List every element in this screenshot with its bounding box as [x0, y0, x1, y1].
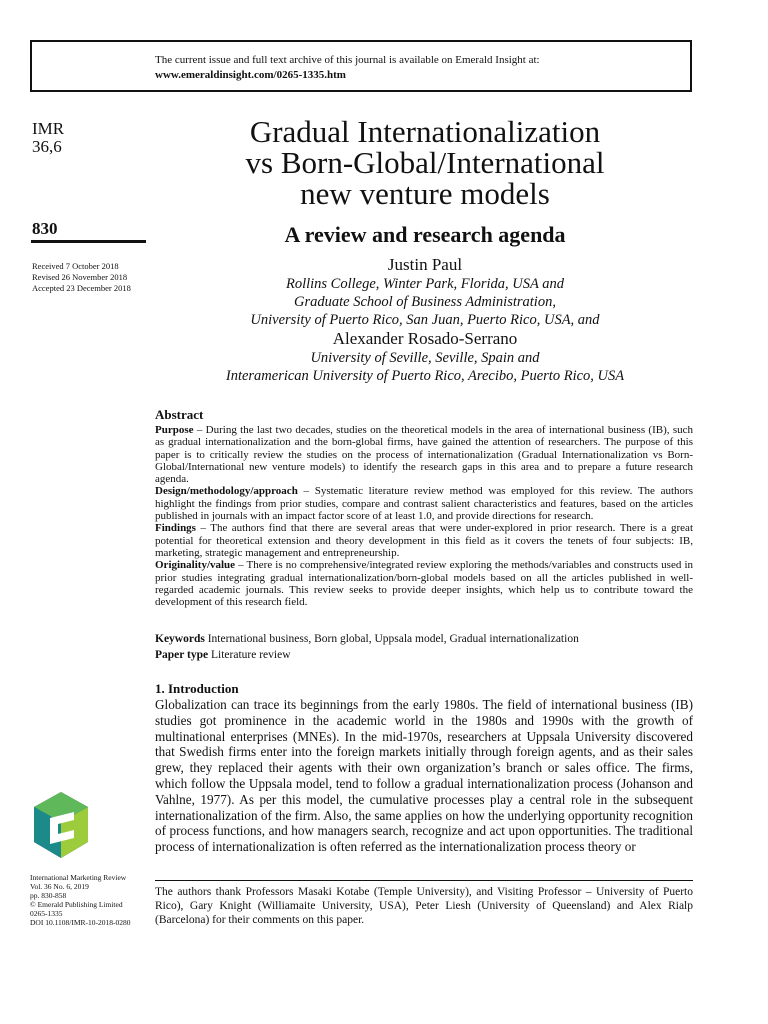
- section-label: Findings: [155, 522, 196, 535]
- abstract-originality: [155, 559, 693, 608]
- affiliation-line: University of Puerto Rico, San Juan, Puerto Rico, USA, and: [250, 312, 600, 328]
- author-name: Alexander Rosado-Serrano: [332, 329, 518, 348]
- section-label: Purpose: [155, 424, 194, 436]
- section-label: Originality/value: [155, 559, 236, 572]
- title-line: vs Born-Global/International: [245, 145, 605, 180]
- section-text: – The authors find that there are several areas that were under-explored in prior research. There is a great potential for theoretical extension and theory development in this field as it covers the tenets of four subjects: IB, marketing, strategic management and entrepreneurship.: [155, 522, 693, 559]
- intro-body: Globalization can trace its beginnings from the early 1980s. The field of international business (IB) studies got prominence in the academic world in the 1980s and 1990s with the growth of multinational enterprises (MNEs). In the mid-1970s, researchers at Uppsala University discovered that Swedish firms enter into the foreign markets initially through foreign agents, and as their sales grew, they replaced their agents with their own organization’s branch or sales office. The firms, which follow the Uppsala model, tend to follow a gradual internationalization process (Johanson and Vahlne, 1977). As per this model, the cumulative processes play a central role in the subsequent internationalization of the firm. Also, the same applies on how the underlying opportunity recognition of process functions, and how managers search, recognize and act upon opportunities. The traditional process of internationalization is often referred as the internationalization process theory or: [155, 697, 693, 855]
- margin-rule: [31, 240, 146, 243]
- banner-text: The current issue and full text archive of this journal is available on Emerald Insight at:: [155, 54, 540, 66]
- revised-date: Revised 26 November 2018: [32, 272, 128, 282]
- journal-url-link[interactable]: www.emeraldinsight.com/0265-1335.htm: [155, 69, 346, 81]
- title-line: Gradual Internationalization: [249, 114, 601, 149]
- keywords: [155, 633, 693, 645]
- journal-volume: 36,6: [32, 137, 62, 156]
- section-text: – There is no comprehensive/integrated review exploring the methods/variables and constructs used in prior studies integrating gradual internationalization/born-global models based on all the articles published in well-regarded academic journals. This review seeks to provide deeper insights, which help us to contribute toward the development of this research field.: [155, 559, 693, 609]
- section-text: – During the last two decades, studies on the theoretical models in the area of international business (IB), such as gradual internationalization and the born-global firms, have gained the attention of researchers. The purpose of this paper is to critically review the studies on the process of internationalization (Gradual Internationalization vs Born-Global/International new venture models) to identify the research gaps in this area and to prepare a future research agenda.: [155, 424, 693, 486]
- paper-type-text: Literature review: [208, 649, 291, 661]
- journal-abbrev: IMR: [32, 119, 65, 138]
- pub-volume: Vol. 36 No. 6, 2019: [30, 882, 89, 891]
- author-affiliation: [155, 349, 695, 385]
- affiliation-line: University of Seville, Seville, Spain and: [310, 350, 540, 366]
- pub-journal: International Marketing Review: [30, 873, 127, 882]
- paper-type-label: Paper type: [155, 649, 209, 661]
- section-text: – Systematic literature review method was employed for this review. The authors highlight the findings from prior studies, compare and contrast salient characteristics and features, based on the articles published in journals with an impact factor score of at least 1.0, and provide directions for research.: [155, 485, 693, 523]
- accepted-date: Accepted 23 December 2018: [32, 283, 131, 293]
- pub-pages: pp. 830-858: [30, 891, 67, 900]
- paper-title: [155, 116, 695, 209]
- page-number: 830: [32, 219, 58, 238]
- journal-access-banner: [30, 40, 692, 92]
- section-label: Design/methodology/approach: [155, 485, 298, 498]
- abstract-heading: Abstract: [155, 407, 204, 422]
- paper-type: [155, 649, 693, 661]
- journal-reference: [32, 120, 64, 156]
- pub-doi: DOI 10.1108/IMR-10-2018-0280: [30, 918, 131, 927]
- abstract-findings: [155, 522, 693, 559]
- footnote: The authors thank Professors Masaki Kotabe (Temple University), and Visiting Professor – University of Puerto Rico), Gary Knight (Williamaite University, USA), Peter Liesh (University of Queensland) and Alex Rialp (Barcelona) for their comments on this paper.: [155, 886, 693, 927]
- intro-heading: 1. Introduction: [155, 681, 239, 696]
- affiliation-line: Graduate School of Business Administration,: [294, 294, 556, 310]
- article-dates: [32, 261, 131, 294]
- pub-issn: 0265-1335: [30, 909, 63, 918]
- keywords-text: International business, Born global, Uppsala model, Gradual internationalization: [204, 633, 579, 645]
- received-date: Received 7 October 2018: [32, 261, 119, 271]
- emerald-logo: [30, 790, 92, 860]
- keywords-label: Keywords: [155, 633, 205, 645]
- pub-copyright: © Emerald Publishing Limited: [30, 900, 123, 909]
- publication-info: [30, 873, 131, 927]
- affiliation-line: Interamerican University of Puerto Rico, Arecibo, Puerto Rico, USA: [225, 368, 625, 384]
- affiliation-line: Rollins College, Winter Park, Florida, USA and: [285, 276, 565, 292]
- paper-subtitle: A review and research agenda: [284, 222, 566, 247]
- abstract-design: [155, 485, 693, 522]
- footnote-rule: [155, 880, 693, 881]
- author-affiliation: [155, 275, 695, 329]
- author-name: Justin Paul: [387, 255, 463, 274]
- abstract-purpose: [155, 424, 693, 485]
- title-line: new venture models: [300, 176, 550, 211]
- abstract-body: [155, 424, 693, 608]
